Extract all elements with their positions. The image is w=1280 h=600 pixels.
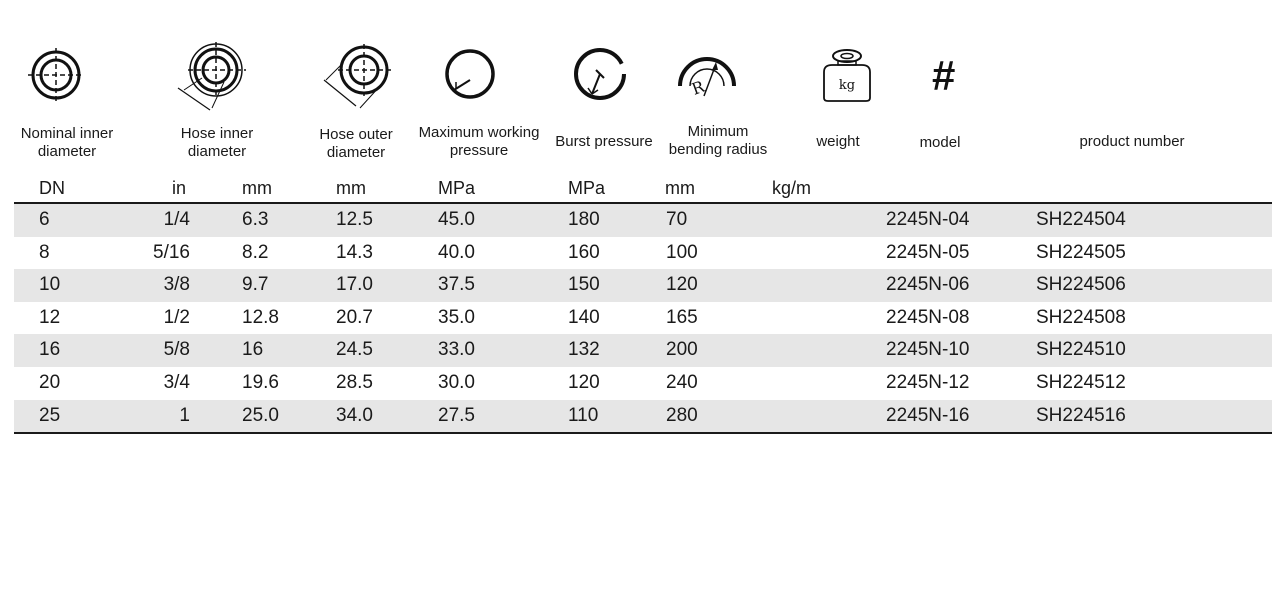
- table-row: [14, 302, 1272, 335]
- cell-burst: 150: [568, 274, 600, 296]
- bending-radius-icon: [674, 46, 740, 100]
- cell-model: 2245N-08: [886, 306, 970, 328]
- cell-radius: 165: [666, 306, 698, 328]
- weight-kg-icon: [820, 48, 874, 104]
- cell-product: SH224505: [1036, 241, 1126, 263]
- cell-inner: 25.0: [242, 404, 279, 426]
- nominal-inner-diameter-icon: [26, 46, 88, 104]
- col-label-model: model: [919, 134, 961, 151]
- cell-working: 40.0: [438, 241, 475, 263]
- unit-weight-kg: kg/m: [772, 178, 812, 198]
- cell-radius: 280: [666, 404, 698, 426]
- cell-burst: 132: [568, 339, 600, 361]
- cell-working: 35.0: [438, 306, 475, 328]
- cell-product: SH224512: [1036, 371, 1126, 393]
- col-label-weight: weight: [816, 133, 860, 150]
- cell-radius: 100: [666, 241, 698, 263]
- table-row: [14, 334, 1272, 367]
- table-row: [14, 204, 1272, 237]
- cell-model: 2245N-05: [886, 241, 970, 263]
- cell-burst: 180: [568, 209, 600, 230]
- unit-inner-mm: mm: [242, 178, 272, 198]
- cell-inner: 6.3: [242, 209, 269, 230]
- cell-inner: 12.8: [242, 306, 279, 328]
- cell-outer: 24.5: [336, 339, 373, 361]
- col-label-min-bending-radius: Minimum bending radius: [668, 123, 768, 158]
- cell-outer: 20.7: [336, 306, 373, 328]
- col-label-max-working-pressure: Maximum working pressure: [418, 124, 540, 159]
- cell-working: 37.5: [438, 274, 475, 296]
- cell-inner: 9.7: [242, 274, 269, 296]
- col-label-product-number: product number: [1079, 133, 1185, 150]
- cell-inner: 16: [242, 339, 264, 361]
- cell-product: SH224510: [1036, 339, 1126, 361]
- spec-table: [14, 204, 1272, 432]
- burst-gauge-icon: [570, 44, 630, 104]
- cell-dn: 12: [39, 306, 61, 328]
- cell-radius: 200: [666, 339, 698, 361]
- cell-burst: 110: [568, 404, 599, 426]
- unit-working-mpa: MPa: [438, 178, 476, 198]
- cell-burst: 120: [568, 371, 600, 393]
- cell-inch: 1: [179, 404, 190, 426]
- cell-model: 2245N-06: [886, 274, 970, 296]
- cell-model: 2245N-16: [886, 404, 970, 426]
- cell-dn: 25: [39, 404, 61, 426]
- col-label-nominal-inner: Nominal inner diameter: [20, 125, 114, 160]
- cell-model: 2245N-12: [886, 371, 970, 393]
- cell-inch: 5/8: [163, 339, 190, 361]
- unit-burst-mpa: MPa: [568, 178, 606, 198]
- cell-working: 30.0: [438, 371, 475, 393]
- table-row: [14, 400, 1272, 433]
- cell-product: SH224516: [1036, 404, 1126, 426]
- col-label-hose-outer: Hose outer diameter: [319, 126, 393, 161]
- cell-working: 33.0: [438, 339, 475, 361]
- cell-dn: 8: [39, 241, 50, 263]
- cell-product: SH224504: [1036, 209, 1126, 230]
- hose-outer-diameter-icon: [320, 42, 398, 114]
- svg-text:R: R: [689, 76, 707, 99]
- cell-outer: 12.5: [336, 209, 373, 230]
- table-row: [14, 237, 1272, 270]
- cell-product: SH224506: [1036, 274, 1126, 296]
- cell-working: 45.0: [438, 209, 475, 230]
- cell-inch: 1/2: [163, 306, 190, 328]
- cell-outer: 14.3: [336, 241, 373, 263]
- cell-dn: 16: [39, 339, 61, 361]
- unit-outer-mm: mm: [336, 178, 366, 198]
- cell-working: 27.5: [438, 404, 475, 426]
- col-label-hose-inner: Hose inner diameter: [180, 125, 254, 160]
- cell-dn: 6: [39, 209, 50, 230]
- hash-symbol: #: [932, 52, 956, 99]
- unit-inch: in: [172, 178, 187, 198]
- table-bottom-rule: [14, 432, 1272, 434]
- col-label-burst-pressure: Burst pressure: [555, 133, 653, 150]
- cell-burst: 160: [568, 241, 600, 263]
- unit-radius-mm: mm: [665, 178, 695, 198]
- cell-outer: 17.0: [336, 274, 373, 296]
- cell-radius: 120: [666, 274, 698, 296]
- unit-dn: DN: [39, 178, 65, 198]
- cell-inch: 3/4: [163, 371, 190, 393]
- cell-radius: 240: [666, 371, 698, 393]
- cell-radius: 70: [666, 209, 688, 230]
- cell-inch: 1/4: [163, 209, 190, 230]
- table-row: [14, 269, 1272, 302]
- cell-burst: 140: [568, 306, 600, 328]
- hose-inner-diameter-icon: [172, 40, 254, 114]
- cell-inner: 8.2: [242, 241, 269, 263]
- cell-inch: 5/16: [153, 241, 190, 263]
- table-row: [14, 367, 1272, 400]
- gauge-icon: [442, 46, 498, 102]
- cell-inch: 3/8: [163, 274, 190, 296]
- hash-icon: [932, 52, 955, 100]
- cell-outer: 28.5: [336, 371, 373, 393]
- cell-inner: 19.6: [242, 371, 279, 393]
- cell-model: 2245N-04: [886, 209, 970, 230]
- cell-model: 2245N-10: [886, 339, 970, 361]
- cell-dn: 20: [39, 371, 61, 393]
- cell-product: SH224508: [1036, 306, 1126, 328]
- weight-kg-label: kg: [838, 78, 856, 93]
- cell-outer: 34.0: [336, 404, 373, 426]
- cell-dn: 10: [39, 274, 61, 296]
